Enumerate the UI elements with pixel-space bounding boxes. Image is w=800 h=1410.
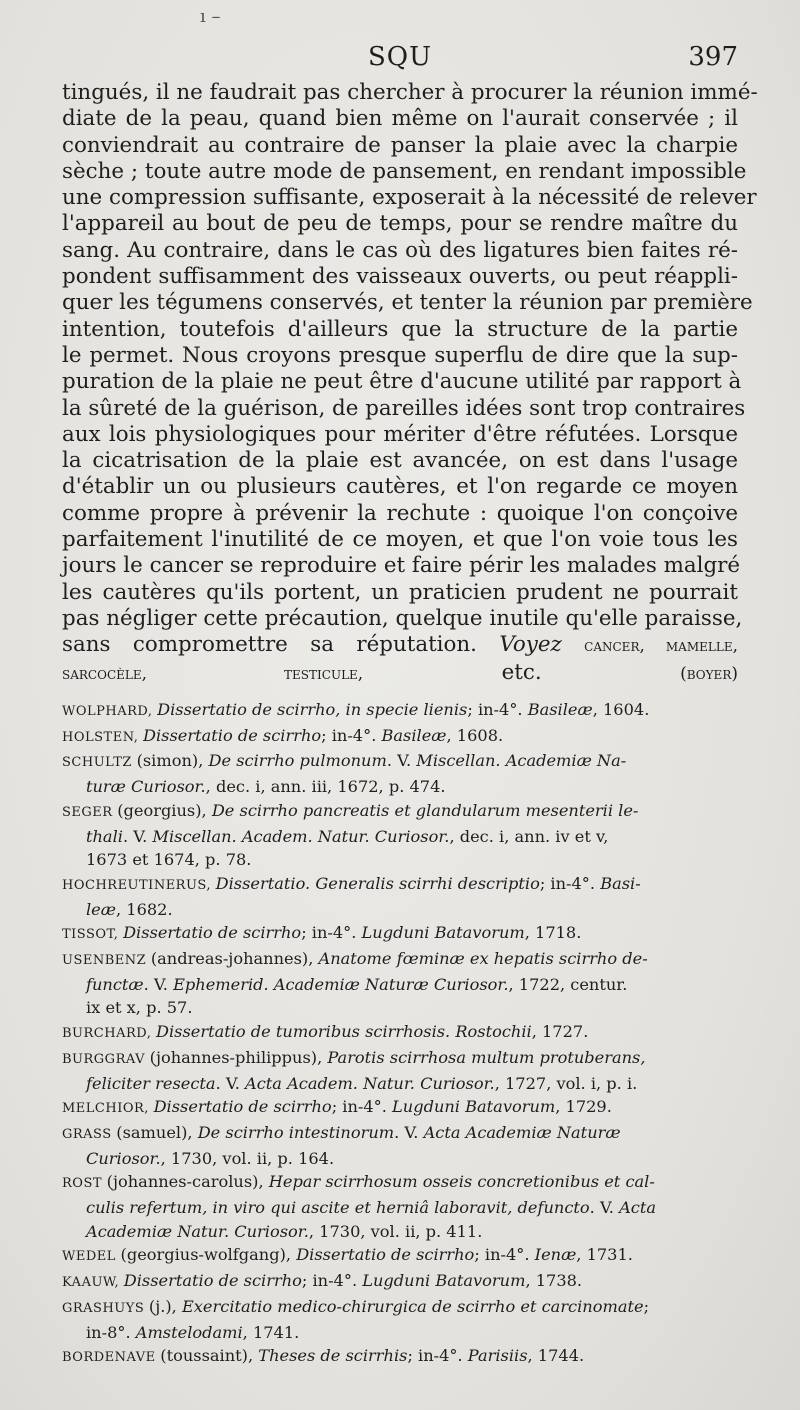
citation-text: ; in-4°.: [301, 923, 362, 943]
author-name: HOLSTEN,: [62, 729, 144, 745]
work-title: Basileæ: [527, 700, 593, 719]
text-line: tingués, il ne faudrait pas chercher à procurer la réunion immé-: [62, 80, 758, 105]
bibliography-line: [62, 1295, 738, 1321]
work-title: Dissertatio de scirrho: [123, 1271, 302, 1291]
bibliography: [62, 698, 738, 1370]
citation-text: 1673 et 1674, p. 78.: [86, 850, 252, 870]
running-title: SQU: [367, 42, 433, 72]
bibliography-line: [62, 898, 738, 922]
author-name: BORDENAVE: [62, 1350, 161, 1366]
author-name: GRASHUYS: [62, 1300, 149, 1316]
citation-text: (georgius-wolfgang),: [120, 1245, 297, 1265]
citation-text: (johannes-philippus),: [149, 1047, 328, 1067]
citation-text: . V.: [394, 1122, 424, 1142]
text-line: d'établir un ou plusieurs cautères, et l'on regarde ce moyen: [62, 474, 738, 500]
work-title: feliciter resecta: [86, 1073, 216, 1093]
author-signature: (boyer): [680, 663, 738, 684]
author-name: BURGGRAV: [62, 1051, 150, 1067]
work-title: leæ: [86, 899, 116, 919]
work-title: Acta Academiæ Naturæ: [423, 1122, 621, 1142]
author-name: WEDEL: [62, 1249, 121, 1265]
work-title: Dissertatio. Generalis scirrhi descriptio: [215, 873, 540, 893]
text-line: pas négliger cette précaution, quelque inutile qu'elle paraisse,: [62, 605, 743, 631]
main-text: [62, 80, 758, 687]
body-paragraph: [62, 80, 758, 632]
citation-text: , dec. i, ann. iii, 1672, p. 474.: [205, 777, 446, 797]
cross-references: cancer, mamelle,: [584, 636, 738, 657]
work-title: Basileæ: [381, 725, 447, 745]
work-title: Ephemerid. Academiæ Naturæ Curiosor.: [173, 974, 509, 994]
work-title: Lugduni Batavorum: [361, 923, 525, 943]
author-name: BURCHARD,: [62, 1026, 156, 1042]
author-name: KAAUW,: [62, 1275, 124, 1291]
work-title: Lugduni Batavorum: [362, 1271, 526, 1291]
work-title: Ienæ: [534, 1245, 577, 1265]
running-header: [62, 42, 738, 82]
bibliography-line: [62, 775, 738, 799]
text-line: quer les tégumens conservés, et tenter la réunion par première: [62, 290, 753, 316]
citation-text: . V.: [215, 1073, 246, 1093]
citation-text: ix et x, p. 57.: [86, 998, 193, 1018]
work-title: Curiosor.: [86, 1148, 161, 1168]
citation-text: ; in-4°.: [539, 873, 601, 893]
text-line: pondent suffisamment des vaisseaux ouverts, ou peut réappli-: [62, 264, 738, 290]
citation-text: ; in-4°.: [301, 1271, 363, 1291]
text-line: le permet. Nous croyons presque superflu de dire que la sup-: [62, 342, 738, 368]
voyez-lead: sans compromettre sa réputation.: [62, 632, 477, 658]
work-title: Dissertatio de scirrho, in specie lienis: [157, 700, 468, 719]
bibliography-line: [62, 872, 738, 898]
cross-references-etc: etc.: [501, 659, 542, 685]
text-line-crossref: [62, 660, 738, 687]
cross-references-2: sarcocèle, testicule,: [62, 663, 364, 684]
margin-mark: ı –: [200, 6, 221, 27]
bibliography-line: [62, 996, 738, 1020]
text-line: parfaitement l'inutilité de ce moyen, et que l'on voie tous les: [62, 527, 738, 553]
bibliography-line: [62, 1072, 738, 1096]
text-line: une compression suffisante, exposerait à la nécessité de relever: [62, 185, 757, 211]
work-title: Dissertatio de tumoribus scirrhosis. Rostochii: [155, 1022, 532, 1042]
text-line: l'appareil au bout de peu de temps, pour se rendre maître du: [62, 211, 738, 237]
author-name: WOLPHARD,: [62, 704, 158, 719]
citation-text: (samuel),: [116, 1122, 198, 1142]
text-line: diate de la peau, quand bien même on l'aurait conservée ; il: [62, 106, 738, 132]
work-title: Dissertatio de scirrho: [143, 725, 322, 745]
work-title: thali: [86, 826, 123, 846]
citation-text: . V.: [386, 751, 417, 771]
citation-text: (toussaint),: [160, 1346, 259, 1366]
work-title: Parotis scirrhosa multum protuberans,: [327, 1047, 646, 1067]
bibliography-line: [62, 1147, 738, 1171]
work-title: De scirrho pulmonum: [208, 751, 387, 771]
work-title: Anatome fœminæ ex hepatis scirrho de-: [318, 949, 648, 969]
bibliography-line: [62, 1095, 738, 1121]
bibliography-line: [62, 1220, 738, 1244]
work-title: Amstelodami: [135, 1322, 243, 1342]
citation-text: , 1729.: [555, 1097, 612, 1117]
voyez-label: Voyez: [499, 632, 562, 658]
work-title: Miscellan. Academiæ Na-: [416, 751, 627, 771]
citation-text: . V.: [143, 974, 174, 994]
author-name: GRASS: [62, 1126, 117, 1142]
bibliography-line: [62, 1170, 738, 1196]
citation-text: (j.),: [148, 1296, 182, 1316]
bibliography-line: [62, 848, 738, 872]
text-line: jours le cancer se reproduire et faire périr les malades malgré: [62, 553, 741, 579]
citation-text: , 1741.: [242, 1322, 300, 1342]
work-title: Exercitatio medico-chirurgica de scirrho et carcinomate: [181, 1296, 644, 1316]
text-line: sang. Au contraire, dans le cas où des ligatures bien faites ré-: [62, 237, 738, 263]
work-title: Dissertatio de scirrho: [296, 1245, 475, 1265]
work-title: Basi-: [600, 873, 641, 893]
citation-text: in-8°.: [86, 1322, 136, 1342]
citation-text: , 1738.: [525, 1271, 583, 1291]
author-name: MELCHIOR,: [62, 1101, 154, 1117]
work-title: turæ Curiosor.: [86, 777, 206, 797]
bibliography-line: [62, 698, 738, 724]
work-title: Miscellan. Academ. Natur. Curiosor.: [152, 826, 450, 846]
bibliography-line: [62, 921, 738, 947]
text-line: puration de la plaie ne peut être d'aucune utilité par rapport à: [62, 369, 742, 395]
citation-text: , dec. i, ann. iv et v,: [449, 826, 609, 846]
bibliography-line: [62, 825, 738, 849]
text-line: conviendrait au contraire de panser la plaie avec la charpie: [62, 132, 738, 158]
citation-text: ;: [643, 1296, 650, 1316]
page-number: 397: [688, 42, 738, 72]
citation-text: ; in-4°.: [474, 1245, 535, 1265]
author-name: ROST: [62, 1176, 107, 1192]
work-title: Acta Academ. Natur. Curiosor.: [245, 1073, 495, 1093]
bibliography-line: [62, 749, 738, 775]
citation-text: , 1730, vol. ii, p. 164.: [160, 1148, 335, 1168]
work-title: Dissertatio de scirrho: [153, 1097, 332, 1117]
citation-text: (johannes-carolus),: [106, 1172, 269, 1192]
citation-text: , 1731.: [576, 1245, 633, 1265]
citation-text: . V.: [122, 826, 153, 846]
citation-text: ; in-4°.: [467, 700, 528, 719]
citation-text: . V.: [589, 1198, 620, 1218]
citation-text: (andreas-johannes),: [150, 949, 319, 969]
author-name: USENBENZ: [62, 953, 151, 969]
work-title: Parisiis: [467, 1346, 528, 1366]
bibliography-line: [62, 1121, 738, 1147]
author-name: SEGER: [62, 804, 118, 820]
bibliography-line: [62, 1269, 738, 1295]
work-title: De scirrho intestinorum: [197, 1122, 395, 1142]
work-title: Dissertatio de scirrho: [123, 923, 302, 943]
bibliography-line: [62, 973, 738, 997]
text-line: la cicatrisation de la plaie est avancée, on est dans l'usage: [62, 448, 738, 474]
citation-text: ; in-4°.: [407, 1346, 468, 1366]
citation-text: (simon),: [136, 751, 209, 771]
bibliography-line: [62, 1243, 738, 1269]
text-line: sèche ; toute autre mode de pansement, en rendant impossible: [62, 158, 747, 184]
author-name: SCHULTZ: [62, 755, 137, 771]
text-line: les cautères qu'ils portent, un praticien prudent ne pourrait: [62, 579, 738, 605]
text-line: aux lois physiologiques pour mériter d'être réfutées. Lorsque: [62, 421, 738, 447]
citation-text: ; in-4°.: [331, 1097, 393, 1117]
bibliography-line: [62, 1046, 738, 1072]
bibliography-line: [62, 724, 738, 750]
text-line-voyez: [62, 632, 738, 659]
citation-text: , 1604.: [592, 700, 650, 719]
citation-text: , 1722, centur.: [508, 974, 628, 994]
author-name: TISSOT,: [62, 927, 124, 943]
citation-text: , 1727, vol. i, p. i.: [494, 1073, 638, 1093]
author-name: HOCHREUTINERUS,: [62, 877, 216, 893]
work-title: Theses de scirrhis: [258, 1346, 408, 1366]
work-title: Lugduni Batavorum: [392, 1097, 556, 1117]
bibliography-line: [62, 799, 738, 825]
citation-text: , 1730, vol. ii, p. 411.: [308, 1221, 483, 1241]
work-title: De scirrho pancreatis et glandularum mesenterii le-: [211, 800, 639, 820]
citation-text: , 1608.: [446, 725, 504, 745]
citation-text: , 1682.: [115, 899, 173, 919]
citation-text: (georgius),: [117, 800, 212, 820]
bibliography-line: [62, 1321, 738, 1345]
text-line: intention, toutefois d'ailleurs que la structure de la partie: [62, 316, 738, 342]
work-title: Acta: [619, 1198, 657, 1218]
citation-text: , 1727.: [531, 1022, 589, 1042]
work-title: culis refertum, in viro qui ascite et herniâ laboravit, defuncto: [86, 1198, 590, 1218]
text-line: comme propre à prévenir la rechute : quoique l'on conçoive: [62, 500, 738, 526]
bibliography-line: [62, 1344, 738, 1370]
bibliography-line: [62, 1196, 738, 1220]
work-title: Hepar scirrhosum osseis concretionibus et cal-: [268, 1172, 655, 1192]
citation-text: , 1718.: [524, 923, 582, 943]
text-line: la sûreté de la guérison, de pareilles idées sont trop contraires: [62, 395, 746, 421]
bibliography-line: [62, 1020, 738, 1046]
work-title: functæ: [86, 974, 144, 994]
work-title: Academiæ Natur. Curiosor.: [86, 1221, 309, 1241]
citation-text: ; in-4°.: [321, 725, 382, 745]
citation-text: , 1744.: [527, 1346, 585, 1366]
bibliography-line: [62, 947, 738, 973]
